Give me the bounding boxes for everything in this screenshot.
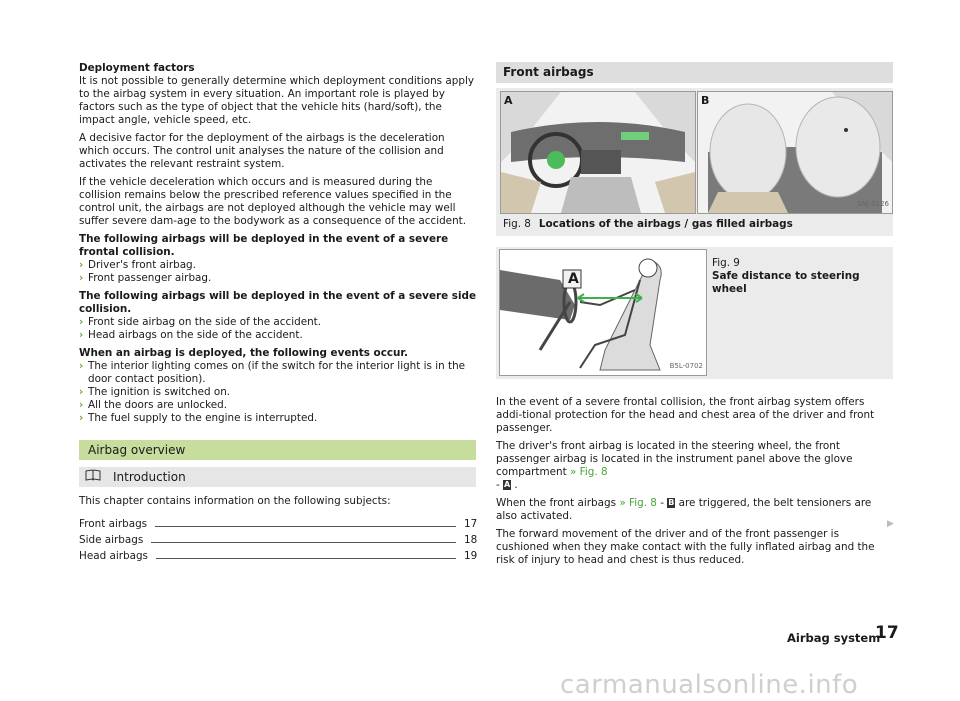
continue-arrow-icon: ▶ <box>887 519 894 529</box>
watermark: carmanualsonline.info <box>560 670 859 700</box>
events-title: When an airbag is deployed, the following events occur. <box>79 347 408 359</box>
list-item: › Driver's front airbag. <box>79 259 196 271</box>
section-heading-airbag-overview: Airbag overview <box>79 440 476 460</box>
figure-label: B <box>701 94 710 107</box>
key-label-b: B <box>668 498 675 507</box>
key-label-a: A <box>503 480 511 489</box>
paragraph: In the event of a severe frontal collision, the front airbag system offers addi-tional protection for the head and chest area of the driver and front passenger. <box>496 396 875 434</box>
front-airbags-text <box>496 396 893 567</box>
paragraph: The forward movement of the driver and of the front passenger is cushioned when they make contact with the fully inflated airbag and the risk of injury to head and chest is thus reduced. <box>496 528 875 566</box>
paragraph: The driver's front airbag is located in the steering wheel, the front passenger airbag is located in the instrument panel above the glove compartment » Fig. 8 - A . <box>496 440 853 491</box>
list-item: › Front passenger airbag. <box>79 272 212 284</box>
paragraph: A decisive factor for the deployment of the airbags is the deceleration which occurs. The control unit analyses the nature of the collision and activates the relevant restraint system. <box>79 132 445 170</box>
list-item: › All the doors are unlocked. <box>79 399 228 411</box>
paragraph: It is not possible to generally determine which deployment conditions apply to the airbag system in every situation. An important role is played by factors such as the type of object that the vehicle hits (hard/soft), the impact angle, vehicle speed, etc. <box>79 75 474 126</box>
figure-label: A <box>568 271 579 287</box>
list-item: › The interior lighting comes on (if the switch for the interior light is in the door contact position). <box>79 360 466 385</box>
side-collision-title: The following airbags will be deployed in the event of a severe side collision. <box>79 290 477 315</box>
list-item: › The ignition is switched on. <box>79 386 231 398</box>
paragraph: If the vehicle deceleration which occurs and is measured during the collision remains below the prescribed reference values specified in the control unit, the airbags are not deployed although the vehicle may well suffer severe dam-age to the bodywork as a consequence of the accident. <box>79 176 467 227</box>
arrow-icon: › <box>79 412 84 424</box>
book-icon <box>85 467 103 487</box>
dashboard-illustration <box>500 91 696 214</box>
inflated-airbags-illustration <box>697 91 893 214</box>
footer-chapter-title: Airbag system <box>787 631 881 645</box>
arrow-icon: › <box>79 316 84 328</box>
deployment-factors-title: Deployment factors <box>79 62 195 74</box>
figure-code: B5L-0702 <box>669 362 703 370</box>
toc-entry[interactable]: Side airbags 18 <box>79 534 478 546</box>
frontal-collision-title: The following airbags will be deployed in the event of a severe frontal collision. <box>79 233 449 258</box>
figure-code: SNJ-0126 <box>857 200 889 208</box>
seating-position-illustration <box>499 249 707 376</box>
arrow-icon: › <box>79 329 84 341</box>
figure-caption: Fig. 9 Safe distance to steering wheel <box>712 257 860 295</box>
arrow-icon: › <box>79 272 84 284</box>
arrow-icon: › <box>79 399 84 411</box>
page-number: 17 <box>875 623 899 643</box>
left-column <box>79 62 476 563</box>
arrow-icon: › <box>79 360 84 372</box>
list-item: › The fuel supply to the engine is interrupted. <box>79 412 318 424</box>
figure-link[interactable]: » Fig. 8 <box>570 466 608 478</box>
right-column <box>496 62 893 572</box>
intro-text: This chapter contains information on the following subjects: <box>79 495 391 507</box>
toc-entry[interactable]: Head airbags 19 <box>79 550 478 562</box>
list-item: › Front side airbag on the side of the accident. <box>79 316 322 328</box>
subsection-heading-introduction: Introduction <box>79 467 476 487</box>
list-item: › Head airbags on the side of the accident. <box>79 329 303 341</box>
toc-entry[interactable]: Front airbags 17 <box>79 518 478 530</box>
arrow-icon: › <box>79 386 84 398</box>
paragraph: When the front airbags » Fig. 8 - B are triggered, the belt tensioners are also activated. <box>496 497 872 522</box>
figure-8 <box>496 88 893 236</box>
figure-label: A <box>504 94 513 107</box>
arrow-icon: › <box>79 259 84 271</box>
figure-9 <box>496 247 893 379</box>
section-heading-front-airbags: Front airbags <box>496 62 893 83</box>
figure-caption: Fig. 8 Locations of the airbags / gas filled airbags <box>503 218 793 230</box>
figure-link[interactable]: » Fig. 8 <box>619 497 657 509</box>
